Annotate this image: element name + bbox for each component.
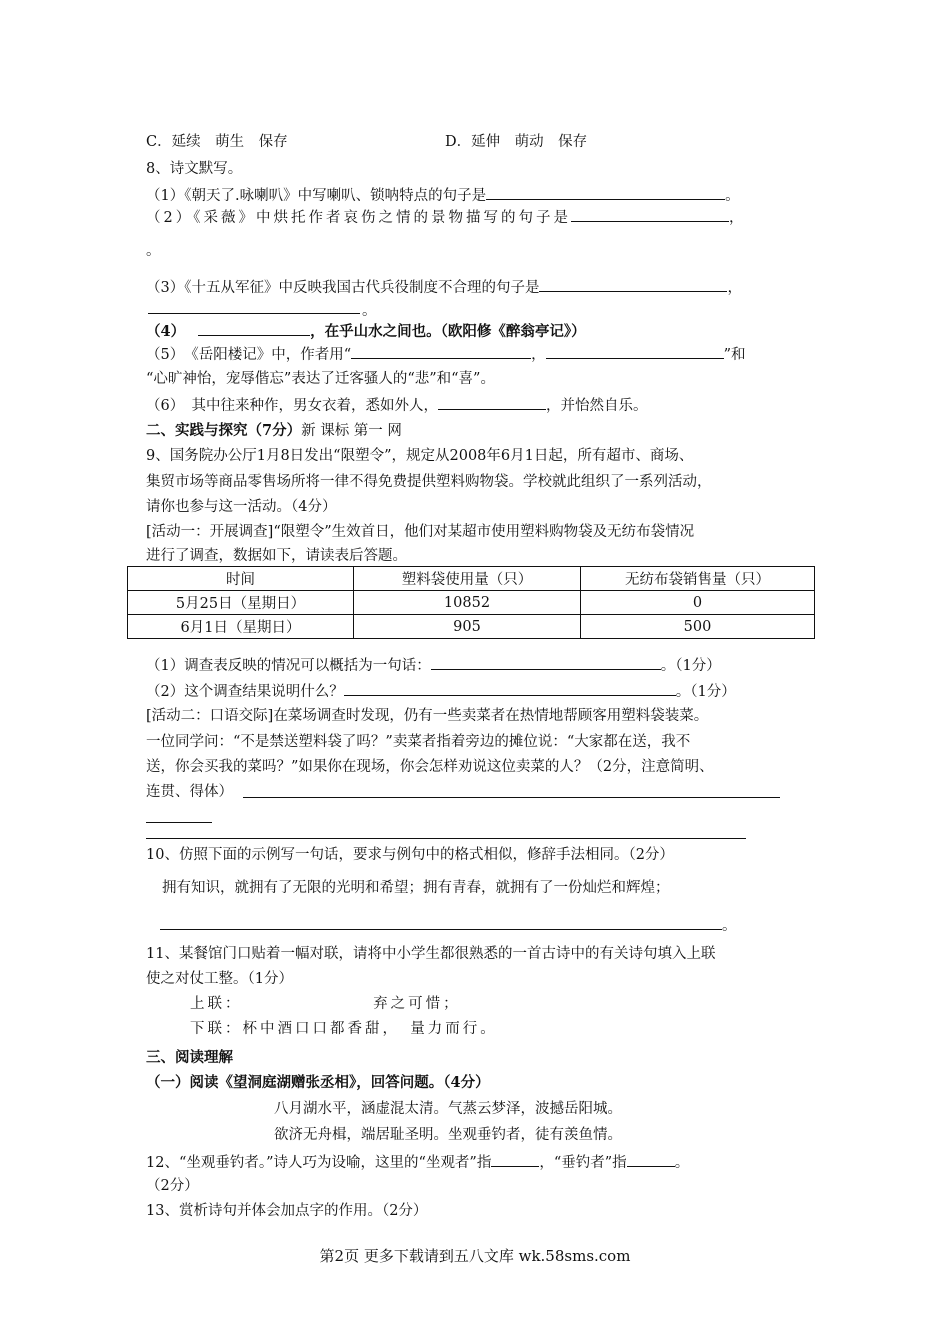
answer-blank[interactable] bbox=[160, 914, 722, 930]
q10: 10、仿照下面的示例写一句话，要求与例句中的格式相似，修辞手法相同。（2分） bbox=[146, 847, 674, 863]
q8-item-5-text: （5） 《岳阳楼记》中，作者用“ bbox=[146, 347, 352, 363]
q12-text-2: ，“垂钓者”指 bbox=[539, 1155, 627, 1171]
section-3-heading: 三、阅读理解 bbox=[146, 1049, 233, 1066]
option-c: C．延续 萌生 保存 bbox=[146, 134, 288, 150]
answer-blank[interactable] bbox=[351, 343, 531, 359]
q10-answer-line: 。 bbox=[160, 914, 737, 936]
q8-item-6 bbox=[146, 394, 647, 416]
table-cell: 5月25日（星期日） bbox=[128, 591, 354, 615]
q11-line-1: 11、某餐馆门口贴着一幅对联，请将中小学生都很熟悉的一首古诗中的有关诗句填入上联 bbox=[146, 946, 716, 962]
couplet-upper bbox=[190, 994, 461, 1014]
q8-item-3: （3）《十五从军征》中反映我国古代兵役制度不合理的句子是 ， bbox=[146, 276, 742, 298]
q8-item-1: （1）《朝天了.咏喇叭》中写喇叭、锁呐特点的句子是 。 bbox=[146, 184, 740, 206]
q8-item-2-end: 。 bbox=[146, 243, 161, 259]
q9-line-3: 请你也参与这一活动。（4分） bbox=[146, 499, 337, 515]
survey-table bbox=[127, 566, 815, 639]
q9-line-2: 集贸市场等商品零售场所将一律不得免费提供塑料购物袋。学校就此组织了一系列活动， bbox=[146, 474, 712, 490]
section-2-extra: 新 课标 第一 网 bbox=[301, 423, 402, 439]
table-header-row bbox=[128, 567, 815, 591]
couplet-lower: 下联：杯中酒口口都香甜， 量力而行。 bbox=[190, 1021, 498, 1037]
q8-item-2: （2）《采薇》中烘托作者哀伤之情的景物描写的句子是 ， bbox=[146, 206, 746, 228]
q8-title: 8、诗文默写。 bbox=[146, 161, 243, 177]
q8-item-2-text: （2）《采薇》中烘托作者哀伤之情的景物描写的句子是 bbox=[146, 210, 571, 226]
activity-1-line-1: [活动一：开展调查]“限塑令”生效首日，他们对某超市使用塑料购物袋及无纺布袋情况 bbox=[146, 524, 695, 540]
table-cell: 10852 bbox=[354, 591, 581, 615]
answer-blank[interactable] bbox=[146, 822, 212, 823]
answer-blank[interactable] bbox=[627, 1151, 675, 1167]
q8-item-6-end: ，并怡然自乐。 bbox=[545, 398, 648, 414]
table-header-cell: 塑料袋使用量（只） bbox=[354, 567, 581, 591]
sub-question-1 bbox=[146, 654, 721, 676]
activity-2-line-3: 送，你会买我的菜吗？”如果你在现场，你会怎样劝说这位卖菜的人？（2分，注意简明、 bbox=[146, 759, 714, 775]
q8-item-4 bbox=[146, 320, 586, 342]
q9-line-1: 9、国务院办公厅1月8日发出“限塑令”，规定从2008年6月1日起，所有超市、商场、 bbox=[146, 448, 694, 464]
answer-blank[interactable] bbox=[243, 797, 780, 798]
q12-score: （2分） bbox=[146, 1178, 199, 1194]
q13: 13、赏析诗句并体会加点字的作用。（2分） bbox=[146, 1203, 428, 1219]
poem-line-1: 八月湖水平，涵虚混太清。气蒸云梦泽，波撼岳阳城。 bbox=[274, 1101, 622, 1117]
table-cell: 0 bbox=[581, 591, 815, 615]
answer-blank[interactable] bbox=[491, 1151, 539, 1167]
sub-question-2 bbox=[146, 680, 736, 702]
page-footer: 第2页 更多下载请到五八文库 wk.58sms.com bbox=[319, 1247, 631, 1265]
section-2-title: 二、实践与探究（7分） bbox=[146, 422, 302, 439]
answer-blank[interactable] bbox=[198, 320, 310, 336]
q8-item-4-text: ，在乎山水之间也。（欧阳修《醉翁亭记》） bbox=[310, 323, 586, 340]
q8-item-3-text: （3）《十五从军征》中反映我国古代兵役制度不合理的句子是 bbox=[146, 280, 540, 296]
table-cell: 905 bbox=[354, 615, 581, 639]
section-3-sub-1: （一）阅读《望洞庭湖赠张丞相》，回答问题。（4分） bbox=[146, 1074, 490, 1091]
q8-item-3-end: 。 bbox=[362, 303, 377, 319]
couplet-upper-end: 弃之可惜； bbox=[373, 996, 461, 1012]
table-header-cell: 无纺布袋销售量（只） bbox=[581, 567, 815, 591]
activity-1-line-2: 进行了调查，数据如下，请读表后答题。 bbox=[146, 548, 407, 564]
sub-question-2-text: （2）这个调查结果说明什么？ bbox=[146, 684, 344, 700]
table-cell: 6月1日（星期日） bbox=[128, 615, 354, 639]
activity-2-line-4 bbox=[146, 782, 233, 802]
option-d: D．延伸 萌动 保存 bbox=[445, 134, 588, 150]
answer-blank[interactable] bbox=[539, 276, 727, 292]
q8-item-5: （5） 《岳阳楼记》中，作者用“ ， ”和 bbox=[146, 343, 746, 365]
sub-question-2-score: 。（1分） bbox=[675, 684, 736, 700]
answer-blank[interactable] bbox=[571, 206, 729, 222]
q10-example: 拥有知识，就拥有了无限的光明和希望；拥有青春，就拥有了一份灿烂和辉煌； bbox=[162, 880, 670, 896]
sub-question-1-text: （1）调查表反映的情况可以概括为一句话： bbox=[146, 658, 431, 674]
sub-question-1-score: 。（1分） bbox=[660, 658, 721, 674]
table-header-cell: 时间 bbox=[128, 567, 354, 591]
couplet-upper-label: 上联： bbox=[190, 996, 243, 1012]
activity-2-line-1: [活动二：口语交际]在菜场调查时发现，仍有一些卖菜者在热情地帮顾客用塑料袋装菜。 bbox=[146, 708, 709, 724]
poem-line-2: 欲济无舟楫，端居耻圣明。坐观垂钓者，徒有羡鱼情。 bbox=[274, 1127, 622, 1143]
activity-2-line-4-text: 连贯、得体） bbox=[146, 784, 233, 800]
table-row bbox=[128, 591, 815, 615]
activity-2-line-2: 一位同学问：“不是禁送塑料袋了吗？”卖菜者指着旁边的摊位说：“大家都在送，我不 bbox=[146, 734, 691, 750]
table-row bbox=[128, 615, 815, 639]
q8-item-5-cont: “心旷神怡，宠辱偕忘”表达了迁客骚人的“悲”和“喜”。 bbox=[146, 371, 495, 387]
answer-blank[interactable] bbox=[344, 680, 676, 696]
q8-item-6-text: （6） 其中往来种作，男女衣着，悉如外人， bbox=[146, 398, 438, 414]
answer-blank[interactable] bbox=[546, 343, 724, 359]
q8-item-5-end: ”和 bbox=[723, 347, 746, 363]
q8-item-4-num: （4） bbox=[146, 323, 186, 340]
q8-item-1-text: （1）《朝天了.咏喇叭》中写喇叭、锁呐特点的句子是 bbox=[146, 188, 487, 204]
q12: 12、“坐观垂钓者。”诗人巧为设喻，这里的“坐观者”指 ，“垂钓者”指 。 bbox=[146, 1151, 689, 1173]
section-2-heading bbox=[146, 421, 402, 441]
table-cell: 500 bbox=[581, 615, 815, 639]
answer-blank[interactable] bbox=[438, 394, 546, 410]
answer-blank[interactable] bbox=[146, 838, 746, 839]
answer-blank[interactable] bbox=[431, 654, 661, 670]
answer-blank[interactable] bbox=[148, 313, 360, 314]
q12-text: 12、“坐观垂钓者。”诗人巧为设喻，这里的“坐观者”指 bbox=[146, 1155, 492, 1171]
answer-blank[interactable] bbox=[486, 184, 725, 200]
q11-line-2: 使之对仗工整。（1分） bbox=[146, 971, 293, 987]
